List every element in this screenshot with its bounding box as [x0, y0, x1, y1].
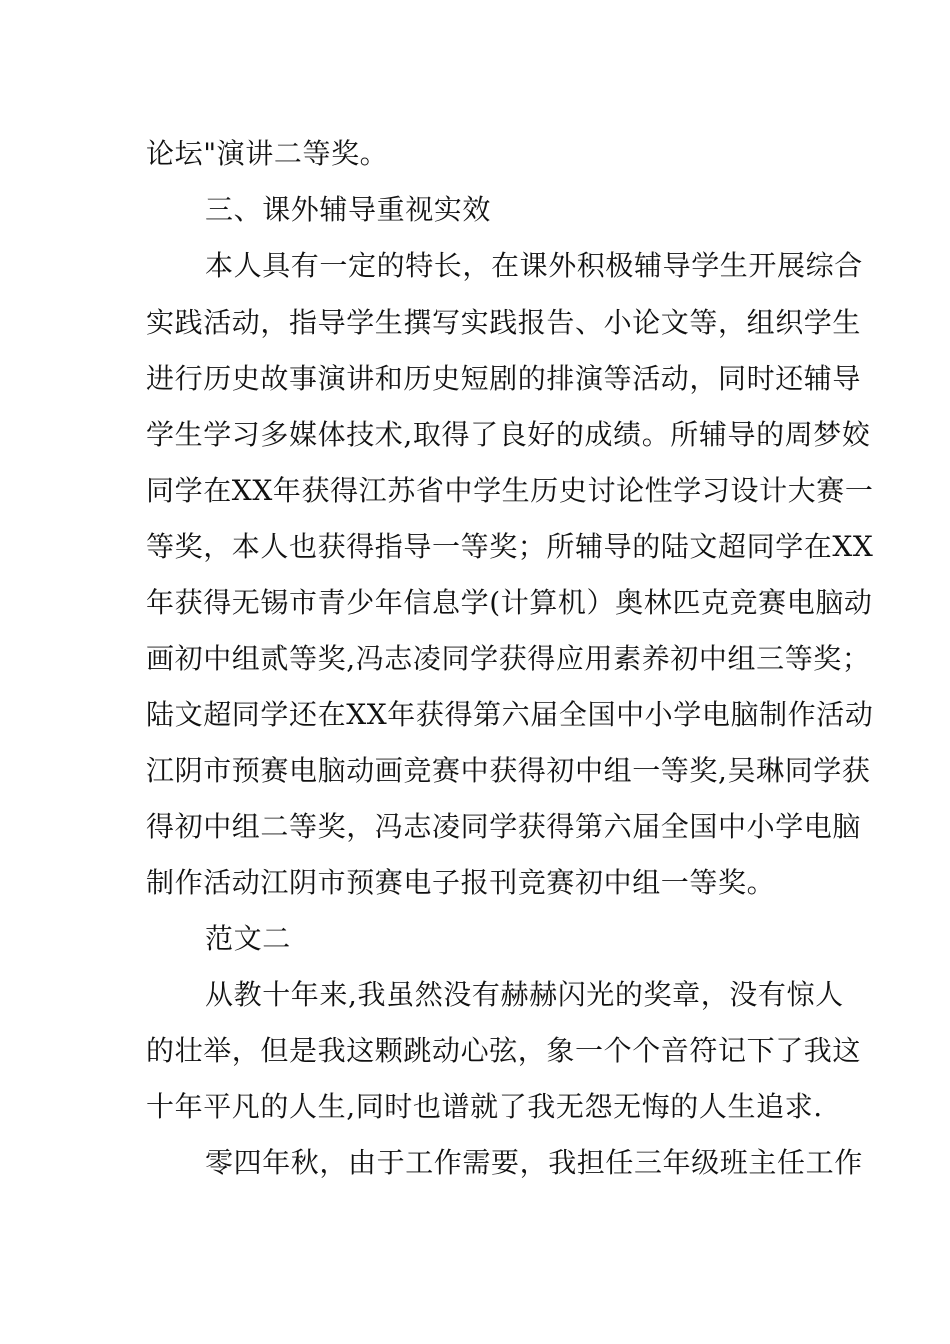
- text-line: 江阴市预赛电脑动画竞赛中获得初中组一等奖,吴琳同学获: [146, 754, 871, 787]
- text-line: 学生学习多媒体技术,取得了良好的成绩。所辅导的周梦姣: [146, 418, 871, 451]
- paragraph-first-line: 零四年秋，由于工作需要，我担任三年级班主任工作: [205, 1146, 863, 1179]
- text-line: 得初中组二等奖，冯志凌同学获得第六届全国中小学电脑: [146, 810, 862, 843]
- paragraph-first-line: 本人具有一定的特长，在课外积极辅导学生开展综合: [205, 249, 863, 282]
- text-line: 实践活动，指导学生撰写实践报告、小论文等，组织学生: [146, 306, 862, 339]
- sample-heading: 范文二: [205, 922, 291, 955]
- text-line: 年获得无锡市青少年信息学(计算机）奥林匹克竞赛电脑动: [146, 586, 873, 619]
- text-line: 等奖，本人也获得指导一等奖；所辅导的陆文超同学在XX: [146, 530, 874, 563]
- text-line: 十年平凡的人生,同时也谱就了我无怨无悔的人生追求.: [146, 1090, 823, 1123]
- paragraph-first-line: 从教十年来,我虽然没有赫赫闪光的奖章，没有惊人: [205, 978, 844, 1011]
- text-line: 的壮举，但是我这颗跳动心弦，象一个个音符记下了我这: [146, 1034, 862, 1067]
- text-line: 画初中组贰等奖,冯志凌同学获得应用素养初中组三等奖；: [146, 642, 871, 675]
- text-line: 论坛"演讲二等奖。: [146, 137, 389, 170]
- text-line: 进行历史故事演讲和历史短剧的排演等活动，同时还辅导: [146, 362, 862, 395]
- text-line: 同学在XX年获得江苏省中学生历史讨论性学习设计大赛一: [146, 474, 874, 507]
- section-heading: 三、课外辅导重视实效: [205, 193, 492, 226]
- text-line: 陆文超同学还在XX年获得第六届全国中小学电脑制作活动: [146, 698, 874, 731]
- text-line: 制作活动江阴市预赛电子报刊竞赛初中组一等奖。: [146, 866, 776, 899]
